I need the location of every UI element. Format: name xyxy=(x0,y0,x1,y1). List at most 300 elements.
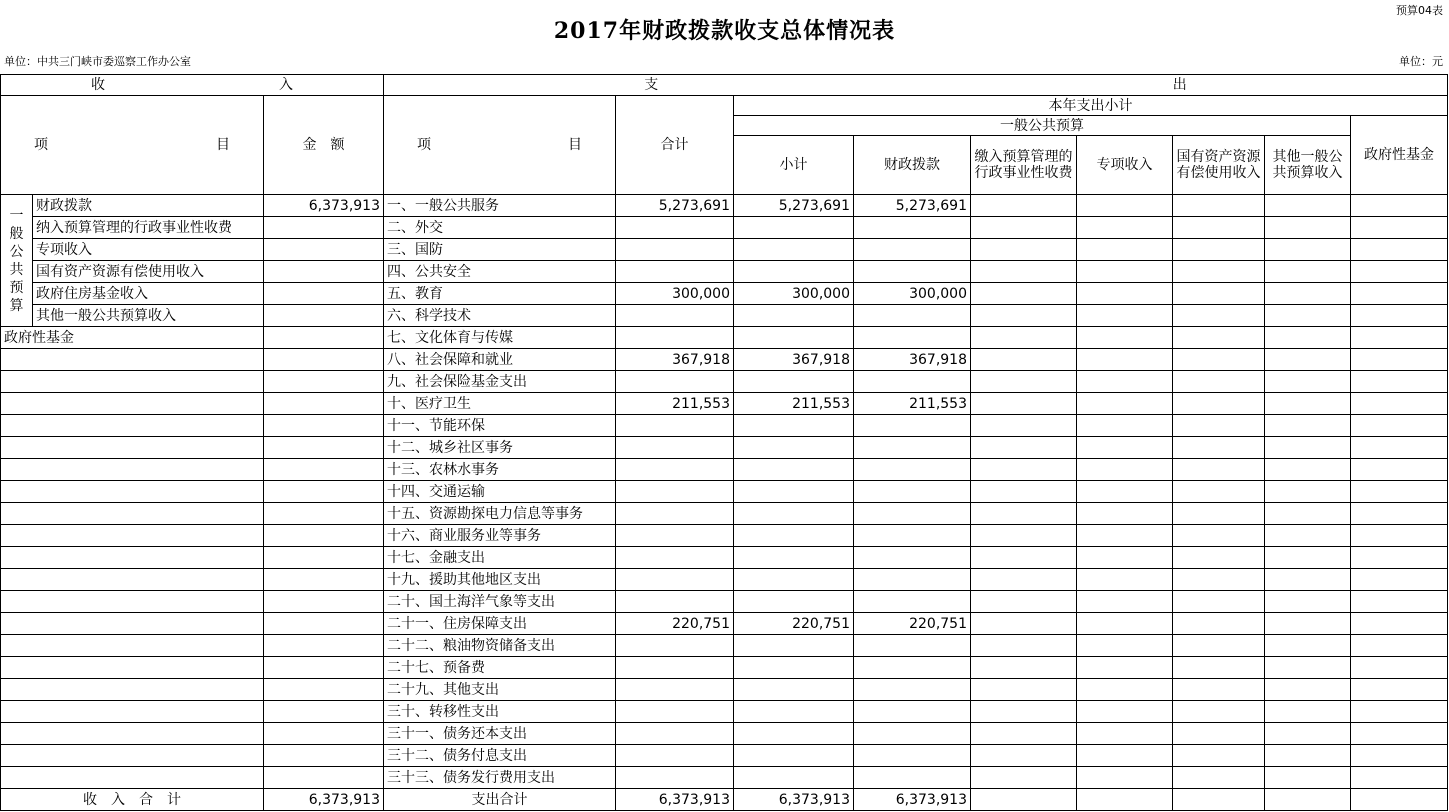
expense-subtotal xyxy=(734,437,854,459)
expense-fiscal xyxy=(854,481,971,503)
expense-fiscal xyxy=(854,745,971,767)
gov-fund-income-amount xyxy=(264,327,384,349)
empty-cell xyxy=(1173,239,1265,261)
expense-total xyxy=(616,503,734,525)
expense-subtotal: 5,273,691 xyxy=(734,195,854,217)
expense-item-name: 二十一、住房保障支出 xyxy=(384,613,616,635)
empty-income-amount xyxy=(264,415,384,437)
empty-cell xyxy=(1351,459,1448,481)
table-row xyxy=(1,613,1448,635)
empty-cell xyxy=(1077,195,1173,217)
empty-cell xyxy=(1173,481,1265,503)
empty-cell xyxy=(1265,723,1351,745)
empty-cell xyxy=(1173,745,1265,767)
empty-cell xyxy=(1077,459,1173,481)
empty-cell xyxy=(971,283,1077,305)
expense-fiscal xyxy=(854,723,971,745)
empty-cell xyxy=(1351,635,1448,657)
expense-subtotal xyxy=(734,657,854,679)
empty-income-amount xyxy=(264,679,384,701)
expense-total xyxy=(616,635,734,657)
expense-fiscal xyxy=(854,217,971,239)
empty-cell xyxy=(971,789,1077,811)
expense-item-name: 五、教育 xyxy=(384,283,616,305)
expense-fiscal xyxy=(854,239,971,261)
expense-subtotal xyxy=(734,305,854,327)
empty-cell xyxy=(1173,415,1265,437)
empty-cell xyxy=(971,635,1077,657)
empty-cell xyxy=(1351,393,1448,415)
empty-income-cell xyxy=(1,635,264,657)
expense-subtotal xyxy=(734,239,854,261)
empty-cell xyxy=(1351,701,1448,723)
empty-income-cell xyxy=(1,613,264,635)
empty-income-amount xyxy=(264,613,384,635)
empty-cell xyxy=(971,503,1077,525)
empty-cell xyxy=(971,547,1077,569)
income-item-amount xyxy=(264,239,384,261)
table-row xyxy=(1,767,1448,789)
expense-item-name: 二、外交 xyxy=(384,217,616,239)
expense-item-name: 十二、城乡社区事务 xyxy=(384,437,616,459)
expense-fiscal: 5,273,691 xyxy=(854,195,971,217)
empty-income-amount xyxy=(264,569,384,591)
empty-cell xyxy=(1265,657,1351,679)
empty-income-amount xyxy=(264,437,384,459)
empty-cell xyxy=(1173,327,1265,349)
expense-total xyxy=(616,657,734,679)
expense-total xyxy=(616,437,734,459)
empty-cell xyxy=(1173,789,1265,811)
expense-fiscal xyxy=(854,701,971,723)
subtotal-header: 小计 xyxy=(734,136,854,195)
income-item-header: 项 目 xyxy=(1,96,264,195)
empty-cell xyxy=(1265,261,1351,283)
empty-income-amount xyxy=(264,503,384,525)
table-row xyxy=(1,415,1448,437)
expense-item-name: 二十七、预备费 xyxy=(384,657,616,679)
empty-cell xyxy=(1351,591,1448,613)
expense-fiscal xyxy=(854,371,971,393)
empty-cell xyxy=(971,459,1077,481)
empty-income-cell xyxy=(1,525,264,547)
empty-income-cell xyxy=(1,657,264,679)
empty-cell xyxy=(1351,415,1448,437)
empty-cell xyxy=(1173,503,1265,525)
empty-cell xyxy=(1265,283,1351,305)
empty-cell xyxy=(1351,305,1448,327)
expense-fiscal xyxy=(854,679,971,701)
empty-cell xyxy=(1351,547,1448,569)
expense-item-name: 十九、援助其他地区支出 xyxy=(384,569,616,591)
empty-income-cell xyxy=(1,481,264,503)
expense-item-name: 十五、资源勘探电力信息等事务 xyxy=(384,503,616,525)
header-row-1 xyxy=(1,75,1448,96)
empty-cell xyxy=(1077,261,1173,283)
empty-cell xyxy=(1351,349,1448,371)
income-item-name: 财政拨款 xyxy=(33,195,264,217)
empty-income-amount xyxy=(264,393,384,415)
table-row xyxy=(1,305,1448,327)
year-subtotal-header: 本年支出小计 xyxy=(734,96,1448,116)
expense-item-name: 三、国防 xyxy=(384,239,616,261)
empty-cell xyxy=(1351,261,1448,283)
empty-cell xyxy=(1265,349,1351,371)
expense-subtotal xyxy=(734,459,854,481)
empty-income-cell xyxy=(1,459,264,481)
empty-cell xyxy=(971,195,1077,217)
expense-subtotal xyxy=(734,723,854,745)
empty-cell xyxy=(1265,701,1351,723)
empty-income-cell xyxy=(1,415,264,437)
empty-income-cell xyxy=(1,569,264,591)
empty-cell xyxy=(1265,789,1351,811)
expense-total xyxy=(616,261,734,283)
expense-total xyxy=(616,547,734,569)
expense-fiscal xyxy=(854,767,971,789)
income-item-amount: 6,373,913 xyxy=(264,195,384,217)
expense-subtotal xyxy=(734,327,854,349)
empty-cell xyxy=(1173,569,1265,591)
empty-cell xyxy=(1077,767,1173,789)
empty-cell xyxy=(1173,305,1265,327)
empty-cell xyxy=(1265,525,1351,547)
income-item-name: 纳入预算管理的行政事业性收费 xyxy=(33,217,264,239)
empty-cell xyxy=(971,679,1077,701)
empty-income-amount xyxy=(264,371,384,393)
expense-total xyxy=(616,701,734,723)
empty-cell xyxy=(1173,217,1265,239)
empty-cell xyxy=(1265,327,1351,349)
empty-cell xyxy=(1077,569,1173,591)
empty-cell xyxy=(1077,437,1173,459)
empty-income-amount xyxy=(264,767,384,789)
empty-cell xyxy=(971,305,1077,327)
empty-cell xyxy=(1173,393,1265,415)
empty-cell xyxy=(1077,679,1173,701)
empty-cell xyxy=(1351,657,1448,679)
empty-cell xyxy=(1173,261,1265,283)
table-row xyxy=(1,547,1448,569)
expense-header: 支 出 xyxy=(384,75,1448,96)
expense-total xyxy=(616,239,734,261)
expense-total xyxy=(616,569,734,591)
income-item-name: 其他一般公共预算收入 xyxy=(33,305,264,327)
empty-cell xyxy=(971,723,1077,745)
empty-income-cell xyxy=(1,349,264,371)
empty-cell xyxy=(1351,481,1448,503)
empty-cell xyxy=(1077,283,1173,305)
empty-cell xyxy=(1077,635,1173,657)
table-row xyxy=(1,239,1448,261)
empty-cell xyxy=(1265,371,1351,393)
expense-total: 300,000 xyxy=(616,283,734,305)
empty-cell xyxy=(971,239,1077,261)
empty-cell xyxy=(1173,679,1265,701)
expense-subtotal xyxy=(734,371,854,393)
unit-currency: 单位：元 xyxy=(1399,55,1443,68)
empty-cell xyxy=(1265,393,1351,415)
empty-cell xyxy=(1265,591,1351,613)
empty-cell xyxy=(1265,481,1351,503)
gov-fund-header: 政府性基金 xyxy=(1351,116,1448,195)
empty-cell xyxy=(971,569,1077,591)
income-total-value: 6,373,913 xyxy=(264,789,384,811)
expense-fiscal: 367,918 xyxy=(854,349,971,371)
expense-item-name: 十六、商业服务业等事务 xyxy=(384,525,616,547)
expense-fiscal xyxy=(854,635,971,657)
empty-cell xyxy=(1077,327,1173,349)
admin-fees-header: 缴入预算管理的行政事业性收费 xyxy=(971,136,1077,195)
empty-cell xyxy=(1265,459,1351,481)
empty-cell xyxy=(1351,745,1448,767)
fiscal-allocation-header: 财政拨款 xyxy=(854,136,971,195)
unit-organization: 单位：中共三门峡市委巡察工作办公室 xyxy=(4,55,191,68)
page-title: 2017年财政拨款收支总体情况表 xyxy=(553,18,896,44)
empty-income-cell xyxy=(1,701,264,723)
empty-cell xyxy=(971,327,1077,349)
expense-total xyxy=(616,679,734,701)
expense-item-name: 二十、国土海洋气象等支出 xyxy=(384,591,616,613)
income-item-amount xyxy=(264,261,384,283)
empty-cell xyxy=(1265,305,1351,327)
empty-income-amount xyxy=(264,635,384,657)
empty-cell xyxy=(1077,503,1173,525)
empty-cell xyxy=(1077,525,1173,547)
expense-total: 367,918 xyxy=(616,349,734,371)
expense-item-name: 四、公共安全 xyxy=(384,261,616,283)
expense-item-name: 七、文化体育与传媒 xyxy=(384,327,616,349)
empty-cell xyxy=(1173,701,1265,723)
amount-header: 金 额 xyxy=(264,96,384,195)
empty-cell xyxy=(1351,195,1448,217)
empty-cell xyxy=(1077,657,1173,679)
empty-income-amount xyxy=(264,547,384,569)
table-row xyxy=(1,327,1448,349)
expense-fiscal xyxy=(854,525,971,547)
table-row xyxy=(1,481,1448,503)
expense-subtotal xyxy=(734,701,854,723)
expense-total xyxy=(616,767,734,789)
empty-cell xyxy=(1077,239,1173,261)
empty-income-cell xyxy=(1,679,264,701)
totals-row xyxy=(1,789,1448,811)
empty-income-cell xyxy=(1,437,264,459)
empty-income-amount xyxy=(264,591,384,613)
expense-item-name: 二十二、粮油物资储备支出 xyxy=(384,635,616,657)
expense-subtotal xyxy=(734,525,854,547)
empty-cell xyxy=(1265,767,1351,789)
table-row xyxy=(1,217,1448,239)
gov-fund-income-name: 政府性基金 xyxy=(1,327,264,349)
expense-total: 5,273,691 xyxy=(616,195,734,217)
special-income-header: 专项收入 xyxy=(1077,136,1173,195)
expense-total-value: 6,373,913 xyxy=(616,789,734,811)
empty-cell xyxy=(1265,547,1351,569)
table-row xyxy=(1,195,1448,217)
expense-subtotal xyxy=(734,679,854,701)
expense-item-header: 项 目 xyxy=(384,96,616,195)
income-total-label: 收 入 合 计 xyxy=(1,789,264,811)
expense-subtotal xyxy=(734,635,854,657)
empty-cell xyxy=(971,613,1077,635)
empty-income-cell xyxy=(1,371,264,393)
expense-fiscal xyxy=(854,305,971,327)
empty-cell xyxy=(1351,569,1448,591)
empty-cell xyxy=(1077,481,1173,503)
empty-cell xyxy=(1077,371,1173,393)
income-item-amount xyxy=(264,305,384,327)
empty-income-cell xyxy=(1,503,264,525)
table-row xyxy=(1,503,1448,525)
empty-income-amount xyxy=(264,701,384,723)
table-row xyxy=(1,371,1448,393)
empty-cell xyxy=(1265,569,1351,591)
empty-cell xyxy=(1077,613,1173,635)
expense-total xyxy=(616,305,734,327)
expense-fiscal: 211,553 xyxy=(854,393,971,415)
header-row-2 xyxy=(1,96,1448,116)
empty-cell xyxy=(1077,217,1173,239)
empty-cell xyxy=(971,767,1077,789)
table-row xyxy=(1,525,1448,547)
empty-cell xyxy=(971,481,1077,503)
empty-cell xyxy=(971,393,1077,415)
empty-cell xyxy=(1265,613,1351,635)
empty-cell xyxy=(1173,591,1265,613)
empty-cell xyxy=(1351,789,1448,811)
expense-subtotal xyxy=(734,217,854,239)
expense-total xyxy=(616,745,734,767)
empty-cell xyxy=(1351,767,1448,789)
expense-fiscal xyxy=(854,503,971,525)
table-row xyxy=(1,349,1448,371)
empty-cell xyxy=(1173,635,1265,657)
expense-item-name: 十七、金融支出 xyxy=(384,547,616,569)
empty-cell xyxy=(971,261,1077,283)
empty-cell xyxy=(971,701,1077,723)
table-row xyxy=(1,635,1448,657)
empty-cell xyxy=(1265,239,1351,261)
expense-total-label: 支出合计 xyxy=(384,789,616,811)
empty-cell xyxy=(1265,217,1351,239)
expense-total xyxy=(616,217,734,239)
expense-item-name: 三十一、债务还本支出 xyxy=(384,723,616,745)
expense-subtotal-value: 6,373,913 xyxy=(734,789,854,811)
expense-subtotal: 300,000 xyxy=(734,283,854,305)
expense-item-name: 三十三、债务发行费用支出 xyxy=(384,767,616,789)
expense-fiscal xyxy=(854,327,971,349)
empty-income-cell xyxy=(1,591,264,613)
empty-cell xyxy=(1351,503,1448,525)
expense-subtotal xyxy=(734,481,854,503)
expense-item-name: 八、社会保障和就业 xyxy=(384,349,616,371)
empty-cell xyxy=(1351,371,1448,393)
empty-income-amount xyxy=(264,723,384,745)
expense-item-name: 二十九、其他支出 xyxy=(384,679,616,701)
expense-subtotal: 367,918 xyxy=(734,349,854,371)
table-row xyxy=(1,459,1448,481)
income-item-amount xyxy=(264,217,384,239)
empty-cell xyxy=(1265,195,1351,217)
table-row xyxy=(1,437,1448,459)
empty-cell xyxy=(971,591,1077,613)
empty-cell xyxy=(1265,679,1351,701)
empty-cell xyxy=(1077,701,1173,723)
empty-cell xyxy=(1077,415,1173,437)
expense-item-name: 九、社会保险基金支出 xyxy=(384,371,616,393)
income-item-amount xyxy=(264,283,384,305)
empty-cell xyxy=(1173,437,1265,459)
empty-cell xyxy=(971,657,1077,679)
empty-income-cell xyxy=(1,723,264,745)
expense-total xyxy=(616,591,734,613)
expense-subtotal xyxy=(734,569,854,591)
general-budget-group-label: 一 般 公 共 预 算 xyxy=(1,195,33,327)
table-row xyxy=(1,569,1448,591)
expense-item-name: 三十二、债务付息支出 xyxy=(384,745,616,767)
expense-total xyxy=(616,371,734,393)
table-row xyxy=(1,679,1448,701)
empty-income-amount xyxy=(264,657,384,679)
expense-total: 220,751 xyxy=(616,613,734,635)
empty-cell xyxy=(1173,371,1265,393)
empty-cell xyxy=(1265,635,1351,657)
empty-income-amount xyxy=(264,349,384,371)
empty-cell xyxy=(971,371,1077,393)
empty-cell xyxy=(1265,437,1351,459)
table-row xyxy=(1,393,1448,415)
empty-cell xyxy=(971,437,1077,459)
empty-cell xyxy=(1077,591,1173,613)
empty-income-amount xyxy=(264,525,384,547)
table-row xyxy=(1,657,1448,679)
empty-cell xyxy=(1351,613,1448,635)
expense-total: 211,553 xyxy=(616,393,734,415)
empty-cell xyxy=(1265,745,1351,767)
budget-table xyxy=(0,74,1448,811)
expense-fiscal-value: 6,373,913 xyxy=(854,789,971,811)
empty-income-cell xyxy=(1,547,264,569)
empty-cell xyxy=(1173,723,1265,745)
empty-cell xyxy=(1077,349,1173,371)
table-code-label: 预算04表 xyxy=(1396,4,1443,17)
total-header: 合计 xyxy=(616,96,734,195)
empty-cell xyxy=(971,745,1077,767)
expense-total xyxy=(616,723,734,745)
expense-total xyxy=(616,415,734,437)
expense-total xyxy=(616,327,734,349)
empty-cell xyxy=(1173,547,1265,569)
expense-fiscal xyxy=(854,591,971,613)
empty-cell xyxy=(1173,525,1265,547)
income-header: 收 入 xyxy=(1,75,384,96)
table-row xyxy=(1,701,1448,723)
empty-cell xyxy=(1077,745,1173,767)
state-assets-header: 国有资产资源有偿使用收入 xyxy=(1173,136,1265,195)
empty-cell xyxy=(1173,283,1265,305)
expense-subtotal: 220,751 xyxy=(734,613,854,635)
empty-cell xyxy=(971,525,1077,547)
expense-item-name: 十、医疗卫生 xyxy=(384,393,616,415)
empty-income-amount xyxy=(264,459,384,481)
general-budget-header: 一般公共预算 xyxy=(734,116,1351,136)
expense-subtotal xyxy=(734,415,854,437)
empty-cell xyxy=(971,217,1077,239)
empty-cell xyxy=(1173,349,1265,371)
empty-cell xyxy=(1351,217,1448,239)
table-row xyxy=(1,283,1448,305)
